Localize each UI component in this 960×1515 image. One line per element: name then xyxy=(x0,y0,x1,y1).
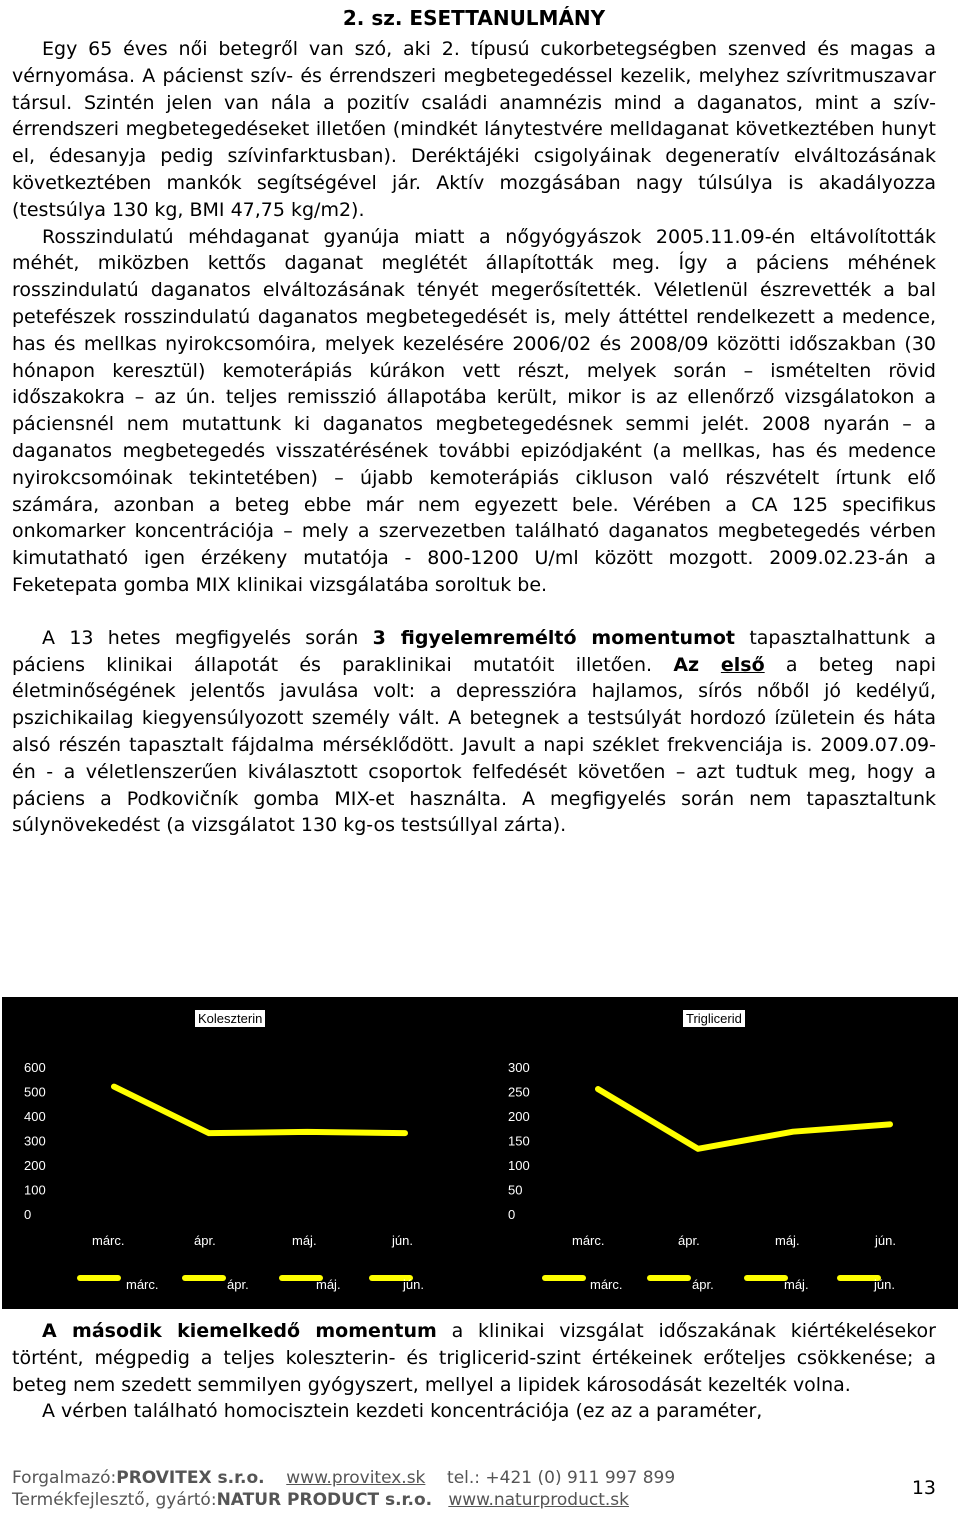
document-page xyxy=(12,0,936,839)
p3-bold-momentum: 3 figyelemreméltó momentumot xyxy=(372,626,736,649)
chart-koleszterin xyxy=(2,997,480,1309)
document-page-lower xyxy=(12,1318,936,1425)
page-title: 2. sz. ESETTANULMÁNY xyxy=(342,6,606,30)
x-tick-label: jún. xyxy=(392,1233,413,1248)
charts-area xyxy=(2,997,958,1309)
legend-label: ápr. xyxy=(692,1277,714,1292)
paragraph-1: Egy 65 éves női betegről van szó, aki 2. típusú cukorbetegségben szenved és magas a vérnyomása. A pácienst szív- és érrendszeri megbetegedéssel kezelik, melyhez szívritmuszavar társul. Szintén jelen van nála a pozitív családi anamnézis mind a daganatos, mint a szív-érrendszeri megbetegedéseket illetően (mindkét lánytestvére melldaganat következtében hunyt el, édesanyja pedig szívinfarktusban). Deréktájéki csigolyáinak degeneratív elváltozásának következtében mankók segítségével jár. Aktív mozgásában nagy túlsúlya is akadályozza (testsúlya 130 kg, BMI 47,75 kg/m2). xyxy=(12,38,936,221)
x-tick-label: máj. xyxy=(292,1233,317,1248)
legend-label: márc. xyxy=(590,1277,623,1292)
y-tick-label: 0 xyxy=(24,1207,32,1222)
legend-label: jún. xyxy=(403,1277,424,1292)
x-tick-label: máj. xyxy=(775,1233,800,1248)
y-tick-label: 50 xyxy=(508,1182,523,1198)
p3-text-f: a beteg napi életminőségének jelentős javulása volt: a depresszióra hajlamos, sírós nőből jó kedélyű, pszichikailag kiegyensúlyozott személy vált. A betegnek a testsúlyát hordozó ízületein és háta alsó részén tapasztalt fájdalma mérséklődött. Javult a napi széklet frekvenciája is. 2009.07.09-én - a véletlenszerűen kiválasztott csoportok felfedését követően – azt tudtuk meg, hogy a páciens a Podkovičník gomba MIX-et használta. A megfigyelés során nem tapasztaltunk súlynövekedést (a vizsgálatot 130 kg-os testsúllyal zárta). xyxy=(12,653,936,837)
y-tick-label: 0 xyxy=(508,1207,516,1222)
legend-label: máj. xyxy=(784,1277,809,1292)
footer-distributor-label: Forgalmazó: xyxy=(12,1468,117,1488)
y-tick-label: 600 xyxy=(24,1060,46,1075)
chart-title-koleszterin: Koleszterin xyxy=(194,1009,266,1028)
series-line xyxy=(598,1089,890,1149)
chart-svg-triglicerid xyxy=(480,997,958,1309)
chart-triglicerid xyxy=(480,997,958,1309)
chart-svg-koleszterin xyxy=(2,997,480,1309)
y-tick-label: 100 xyxy=(508,1158,530,1173)
y-tick-label: 150 xyxy=(508,1133,530,1149)
x-tick-label: jún. xyxy=(875,1233,896,1248)
y-tick-label: 200 xyxy=(508,1109,530,1124)
paragraph-2: Rosszindulatú méhdaganat gyanúja miatt a nőgyógyászok 2005.11.09-én eltávolították méhét, miközben kettős daganat meglétét állapították meg. Így a páciens méhének rosszindulatú daganatos elváltozásának tényét megerősítették. Véletlenül észrevették a bal petefészek rosszindulatú daganatos megbetegedését is, mely áttéttel rendelkezett a medence, has és mellkas nyirokcsomóira, melyek kezelésére 2006/02 és 2008/09 közötti időszakban (30 hónapon keresztül) kemoterápiás kúrákon vett részt, melyek során – ismételten rövid időszakokra – az ún. teljes remisszió állapotába került, mikor is az ellenőrző vizsgálatokon a páciensnél nem mutattunk ki daganatos megbetegedésnek semmi jelét. 2008 nyarán – a daganatos megbetegedés visszatérésének további epizódjaként (a mellkas, has és medence nyirokcsomóinak tekintetében) – újabb kemoterápiás cikluson való részvételt írtunk elő számára, azonban a beteg ebbe már nem egyezett bele. Vérében a CA 125 specifikus onkomarker koncentrációja – mely a szervezetben található daganatos megbetegedés vérben kimutatható igen érzékeny mutatója - 800-1200 U/ml között mozgott. 2009.02.23-án a Feketepata gomba MIX klinikai vizsgálatába soroltuk be. xyxy=(12,225,936,596)
x-tick-label: ápr. xyxy=(194,1233,216,1248)
footer-row-1 xyxy=(12,1467,948,1489)
page-number: 13 xyxy=(911,1477,936,1499)
legend-label: ápr. xyxy=(227,1277,249,1292)
y-tick-label: 200 xyxy=(24,1158,46,1173)
p3-text-a: A 13 hetes megfigyelés során xyxy=(42,626,373,649)
p3-text-c: tapasztalhattunk a páciens klinikai állapotát és paraklinikai mutatóit illetően. xyxy=(12,626,937,676)
p4-bold-momentum: A második kiemelkedő momentum xyxy=(42,1320,437,1342)
y-tick-label: 100 xyxy=(24,1182,46,1198)
x-tick-label: márc. xyxy=(92,1233,125,1248)
y-tick-label: 300 xyxy=(508,1060,530,1075)
footer-row-2 xyxy=(12,1489,948,1511)
x-tick-label: márc. xyxy=(572,1233,605,1248)
y-tick-label: 400 xyxy=(24,1109,46,1124)
p3-bold-az: Az xyxy=(673,653,721,676)
p4-text: a klinikai vizsgálat időszakának kiértékelésekor történt, mégpedig a teljes koleszterin- és triglicerid-szint értékeinek erőteljes csökkenése; a beteg nem szedett semmilyen gyógyszert, mellyel a lipidek károsodását kezelték volna. xyxy=(12,1320,936,1396)
legend-label: jún. xyxy=(874,1277,895,1292)
footer-manufacturer-company: NATUR PRODUCT s.r.o. xyxy=(216,1490,433,1510)
y-tick-label: 250 xyxy=(508,1084,530,1100)
y-tick-label: 300 xyxy=(24,1133,46,1149)
paragraph-5: A vérben található homocisztein kezdeti koncentrációja (ez az a paraméter, xyxy=(42,1400,763,1423)
footer-manufacturer-label: Termékfejlesztő, gyártó: xyxy=(12,1490,217,1510)
footer-provitex-link[interactable]: www.provitex.sk xyxy=(286,1468,426,1488)
paragraph-4 xyxy=(12,1318,936,1398)
footer-telephone: tel.: +421 (0) 911 997 899 xyxy=(447,1468,676,1488)
paragraph-3 xyxy=(12,625,936,839)
page-footer xyxy=(12,1467,948,1511)
footer-naturproduct-link[interactable]: www.naturproduct.sk xyxy=(448,1490,629,1510)
footer-distributor-company: PROVITEX s.r.o. xyxy=(116,1468,265,1488)
p3-bold-elso: első xyxy=(720,653,765,676)
chart-title-triglicerid: Triglicerid xyxy=(682,1009,746,1028)
legend-label: máj. xyxy=(316,1277,341,1292)
y-tick-label: 500 xyxy=(24,1084,46,1100)
x-tick-label: ápr. xyxy=(678,1233,700,1248)
legend-label: márc. xyxy=(126,1277,159,1292)
series-line xyxy=(114,1087,405,1134)
